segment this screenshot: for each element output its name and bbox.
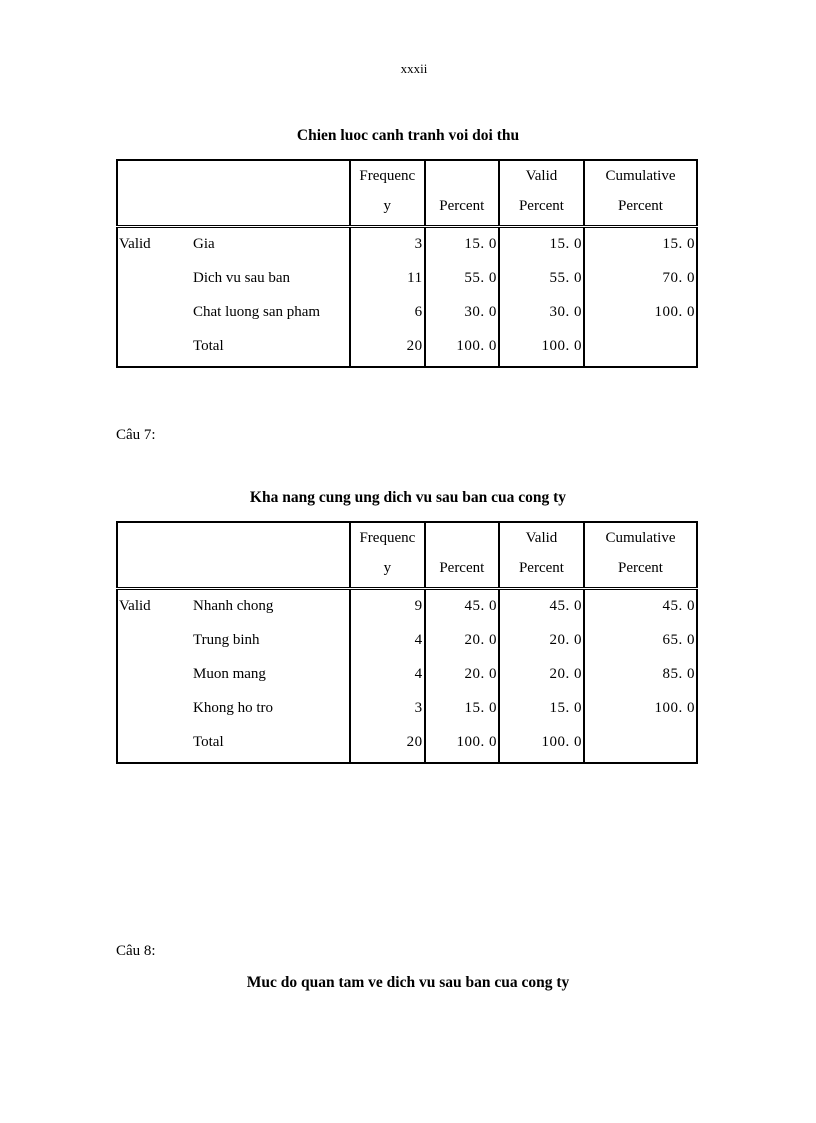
cell-cumulative-percent: 70. 0 [584, 264, 697, 298]
row-label: Nhanh chong [193, 598, 274, 614]
cell-valid-percent: 15. 0 [499, 694, 584, 728]
table-row [117, 298, 697, 332]
table1-caption: Chien luoc canh tranh voi doi thu [296, 127, 520, 144]
row-label: Total [193, 338, 224, 354]
header-empty-cell [117, 522, 350, 589]
row-label: Khong ho tro [193, 700, 273, 716]
header-valid-line1: Valid [525, 168, 558, 184]
table-row [117, 728, 697, 763]
header-cumulative-line2: Percent [618, 198, 663, 214]
cell-frequency: 3 [350, 694, 425, 728]
header-frequency-line2: y [383, 198, 392, 214]
cell-frequency: 9 [350, 589, 425, 627]
page-number: xxxii [400, 61, 428, 76]
cell-cumulative-percent: 100. 0 [584, 694, 697, 728]
header-valid-line2: Percent [518, 560, 564, 576]
header-cumulative-percent [584, 522, 697, 589]
cell-percent: 100. 0 [425, 728, 499, 763]
header-cumulative-percent [584, 160, 697, 227]
cell-valid-percent: 20. 0 [499, 660, 584, 694]
question-7-label: Câu 7: [116, 427, 156, 443]
header-percent [425, 160, 499, 227]
cell-frequency: 3 [350, 227, 425, 265]
header-valid-line2: Percent [518, 198, 564, 214]
question-8-label: Câu 8: [116, 943, 156, 959]
cell-percent: 15. 0 [425, 227, 499, 265]
row-label: Trung binh [193, 632, 260, 648]
header-valid-percent [499, 160, 584, 227]
cell-valid-percent: 30. 0 [499, 298, 584, 332]
cell-cumulative-percent: 45. 0 [584, 589, 697, 627]
cell-percent: 20. 0 [425, 660, 499, 694]
table3-caption: Muc do quan tam ve dich vu sau ban cua cong ty [246, 974, 570, 991]
header-percent-label: Percent [439, 198, 485, 214]
header-cumulative-line2: Percent [618, 560, 663, 576]
row-label: Dich vu sau ban [193, 270, 291, 286]
cell-valid-percent: 100. 0 [499, 728, 584, 763]
table-row [117, 660, 697, 694]
cell-percent: 15. 0 [425, 694, 499, 728]
header-percent-label: Percent [439, 560, 485, 576]
cell-valid-percent: 15. 0 [499, 227, 584, 265]
cell-frequency: 6 [350, 298, 425, 332]
table-row [117, 589, 697, 627]
header-frequency-line1: Frequenc [359, 168, 416, 184]
table-header-row [117, 522, 697, 589]
header-frequency-line1: Frequenc [359, 530, 416, 546]
row-label: Muon mang [193, 666, 266, 682]
table-row [117, 694, 697, 728]
cell-cumulative-percent: 15. 0 [584, 227, 697, 265]
header-frequency [350, 160, 425, 227]
table-row [117, 332, 697, 367]
cell-percent: 20. 0 [425, 626, 499, 660]
table-row [117, 626, 697, 660]
cell-frequency: 20 [350, 332, 425, 367]
group-label-valid: Valid [119, 236, 151, 252]
cell-valid-percent: 55. 0 [499, 264, 584, 298]
row-label: Total [193, 734, 224, 750]
cell-cumulative-percent: 65. 0 [584, 626, 697, 660]
cell-cumulative-percent [584, 728, 697, 763]
header-frequency-line2: y [383, 560, 392, 576]
cell-percent: 100. 0 [425, 332, 499, 367]
header-cumulative-line1: Cumulative [605, 168, 676, 184]
cell-percent: 55. 0 [425, 264, 499, 298]
cell-valid-percent: 100. 0 [499, 332, 584, 367]
cell-cumulative-percent: 100. 0 [584, 298, 697, 332]
cell-valid-percent: 20. 0 [499, 626, 584, 660]
row-label: Chat luong san pham [193, 304, 321, 320]
cell-cumulative-percent [584, 332, 697, 367]
frequency-table-2 [116, 521, 698, 764]
cell-frequency: 4 [350, 626, 425, 660]
header-valid-line1: Valid [525, 530, 558, 546]
table-row [117, 264, 697, 298]
cell-percent: 45. 0 [425, 589, 499, 627]
cell-valid-percent: 45. 0 [499, 589, 584, 627]
cell-frequency: 11 [350, 264, 425, 298]
header-percent [425, 522, 499, 589]
cell-frequency: 20 [350, 728, 425, 763]
group-label-valid: Valid [119, 598, 151, 614]
table-header-row [117, 160, 697, 227]
header-cumulative-line1: Cumulative [605, 530, 676, 546]
cell-percent: 30. 0 [425, 298, 499, 332]
cell-cumulative-percent: 85. 0 [584, 660, 697, 694]
header-frequency [350, 522, 425, 589]
row-label: Gia [193, 236, 215, 252]
table-row [117, 227, 697, 265]
table2-caption: Kha nang cung ung dich vu sau ban cua cong ty [249, 489, 567, 506]
header-empty-cell [117, 160, 350, 227]
cell-frequency: 4 [350, 660, 425, 694]
header-valid-percent [499, 522, 584, 589]
frequency-table-1 [116, 159, 698, 368]
